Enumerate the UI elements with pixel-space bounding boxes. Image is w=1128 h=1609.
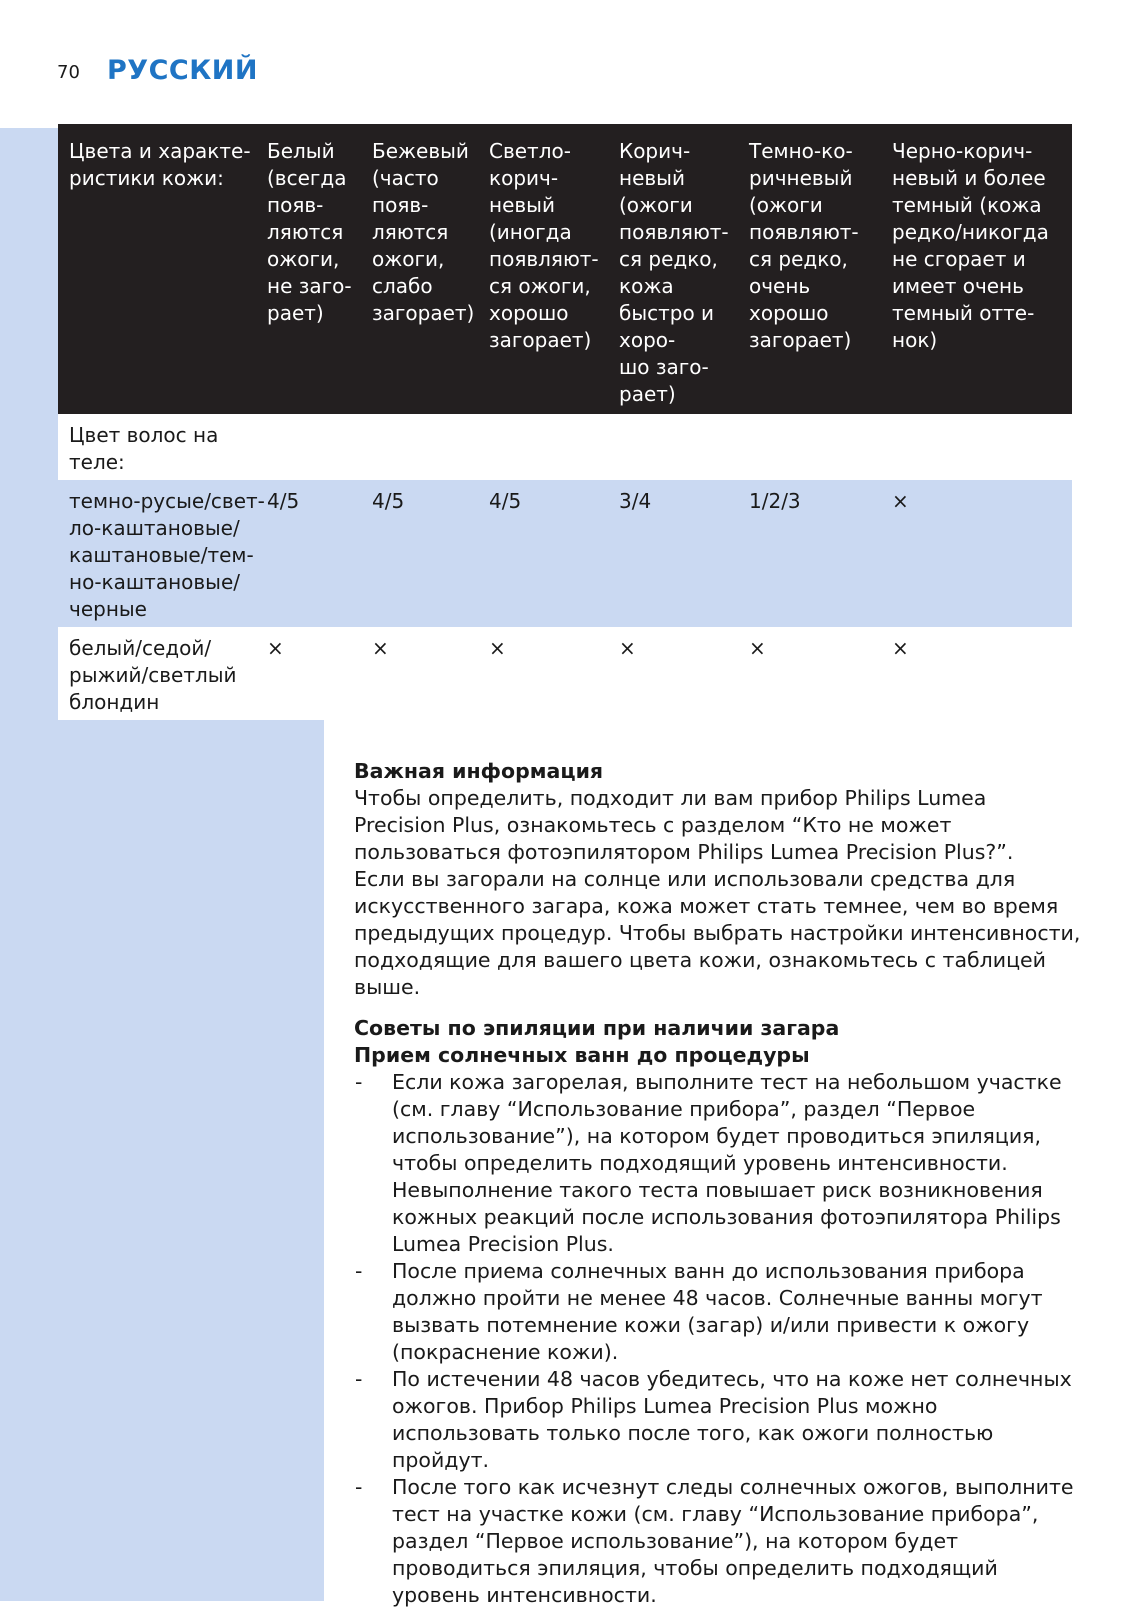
- skin-hair-table: [58, 124, 1072, 720]
- row-label-hair-color: Цвет волос на теле:: [58, 414, 265, 480]
- header-light-brown: Светло- корич- невый (иногда появляют- ся ожоги, хорошо загорает): [487, 124, 617, 414]
- table-cell: 4/5: [370, 480, 487, 627]
- table-cell: ×: [617, 627, 747, 720]
- table-cell: [747, 414, 890, 480]
- table-cell: 1/2/3: [747, 480, 890, 627]
- bullet-dash: -: [355, 1475, 363, 1499]
- table-cell: [265, 414, 370, 480]
- table-cell: 3/4: [617, 480, 747, 627]
- tips-subheading: Прием солнечных ванн до процедуры: [354, 1043, 810, 1067]
- header-brown: Корич- невый (ожоги появляют- ся редко, кожа быстро и хоро- шо заго- рает): [617, 124, 747, 414]
- tips-heading: Советы по эпиляции при наличии загара: [354, 1016, 840, 1040]
- table-cell: [487, 414, 617, 480]
- header-dark-brown: Темно-ко- ричневый (ожоги появляют- ся редко, очень хорошо загорает): [747, 124, 890, 414]
- header-black-brown: Черно-корич- невый и более темный (кожа редко/никогда не сгорает и имеет очень темный отте- нок): [890, 124, 1072, 414]
- bullet-dash: -: [355, 1259, 363, 1283]
- table-header-row: [58, 124, 1072, 414]
- list-item: - После того как исчезнут следы солнечных ожогов, выполните тест на участке кожи (см. главу “Использование прибора”, раздел “Первое использование”), на котором будет проводиться эпиляция, чтобы определить подходящий уровень интенсивности.: [355, 1475, 1074, 1607]
- important-paragraph: Если вы загорали на солнце или использовали средства для искусственного загара, кожа может стать темнее, чем во время предыдущих процедур. Чтобы выбрать настройки интенсивности, подходящие для вашего цвета кожи, ознакомьтесь с таблицей выше.: [354, 867, 1081, 999]
- list-item: - По истечении 48 часов убедитесь, что на коже нет солнечных ожогов. Прибор Philips Lumea Precision Plus можно использовать только после того, как ожоги полностью пройдут.: [355, 1367, 1072, 1472]
- important-heading: Важная информация: [354, 759, 604, 783]
- bullet-dash: -: [355, 1367, 363, 1391]
- bullet-dash: -: [355, 1070, 363, 1094]
- table-row: [58, 414, 1072, 480]
- table-row: [58, 627, 1072, 720]
- table-cell: [890, 414, 1072, 480]
- important-paragraph: Чтобы определить, подходит ли вам прибор Philips Lumea Precision Plus, ознакомьтесь с разделом “Кто не может пользоваться фотоэпилятором Philips Lumea Precision Plus?”.: [354, 786, 1014, 864]
- table-cell: ×: [890, 627, 1072, 720]
- language-title: РУССКИЙ: [107, 55, 258, 86]
- list-item: - Если кожа загорелая, выполните тест на небольшом участке (см. главу “Использование прибора”, раздел “Первое использование”), на котором будет проводиться эпиляция, чтобы определить подходящий уровень интенсивности. Невыполнение такого теста повышает риск возникновения кожных реакций после использования фотоэпилятора Philips Lumea Precision Plus.: [355, 1070, 1062, 1256]
- main-content: [354, 758, 1084, 1609]
- table-cell: ×: [265, 627, 370, 720]
- header-white: Белый (всегда появ- ляются ожоги, не заго- рает): [265, 124, 370, 414]
- header-beige: Бежевый (часто появ- ляются ожоги, слабо загорает): [370, 124, 487, 414]
- page-number: 70: [57, 62, 80, 83]
- table-cell: ×: [890, 480, 1072, 627]
- row-label-light-hair: белый/седой/ рыжий/светлый блондин: [58, 627, 265, 720]
- table-cell: 4/5: [487, 480, 617, 627]
- table-row: [58, 480, 1072, 627]
- table-cell: [617, 414, 747, 480]
- row-label-dark-hair: темно-русые/свет- ло-каштановые/ каштановые/тем- но-каштановые/ черные: [58, 480, 265, 627]
- table-cell: [370, 414, 487, 480]
- table-cell: ×: [747, 627, 890, 720]
- table-cell: 4/5: [265, 480, 370, 627]
- header-skin-characteristics: Цвета и характе- ристики кожи:: [58, 124, 265, 414]
- table-cell: ×: [487, 627, 617, 720]
- table-cell: ×: [370, 627, 487, 720]
- list-item: - После приема солнечных ванн до использования прибора должно пройти не менее 48 часов. Солнечные ванны могут вызвать потемнение кожи (загар) и/или привести к ожогу (покраснение кожи).: [355, 1259, 1043, 1364]
- tips-list: [354, 1069, 1084, 1609]
